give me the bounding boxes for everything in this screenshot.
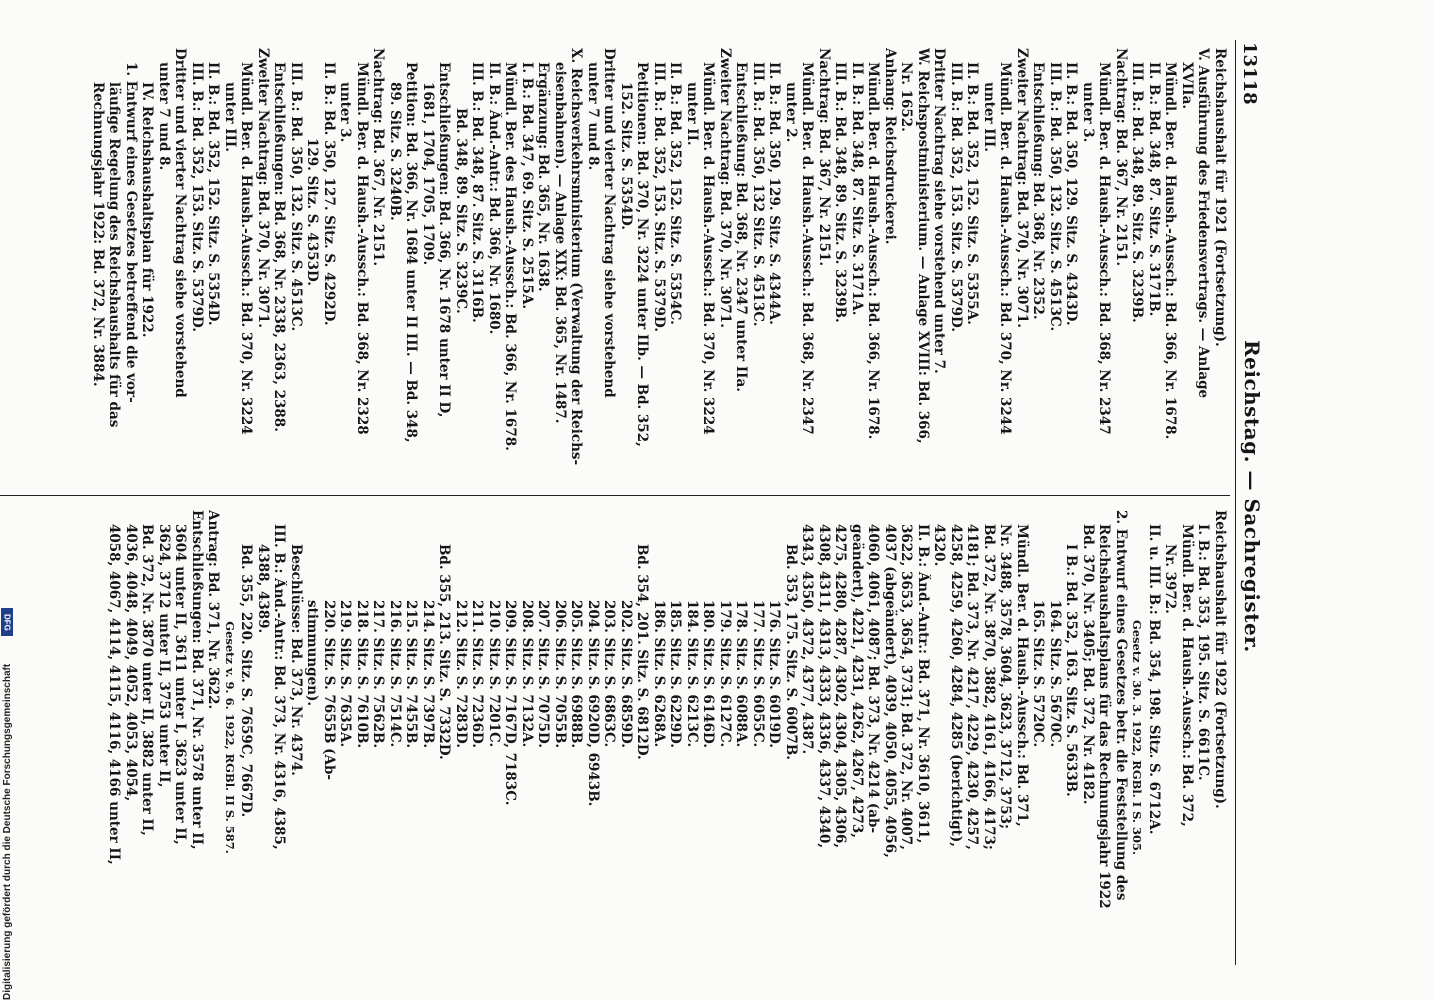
index-entry-line: unter 3. [1080,82,1096,143]
index-entry-line: 1681, 1704, 1705, 1709. [420,82,436,266]
index-entry-line: 208. Sitz. S. 7132A. [519,600,535,748]
digitization-credit [0,610,14,1000]
index-entry-line: eisenbahnen). — Anlage XIX: Bd. 365, Nr. 1487. [552,62,568,424]
index-entry-line: 165. Sitz. S. 5720C. [1030,600,1047,748]
index-entry-line: 202. Sitz. S. 6859D. [618,600,634,748]
index-entry-line: 209. Sitz. S. 7167D, 7183C. [502,600,519,806]
index-entry-line: Rechnungsjahr 1922: Bd. 372, Nr. 3884. [90,82,106,387]
index-entry-line: XVIIa. [1179,62,1195,110]
index-entry-line: II. u. III. B.: Bd. 354, 198. Sitz. S. 6712A. [1146,524,1162,835]
index-entry-line: Bd. 355, 220. Sitz. S. 7659C, 7667D. [238,544,255,818]
index-entry-line: Dritter Nachtrag siehe vorstehend unter 7. [931,48,948,374]
index-entry-line: 185. Sitz. S. 6229D. [667,600,684,748]
index-entry-line: Anhang: Reichsdruckerei. [882,48,898,245]
index-entry-line: 203. Sitz. S. 6863C. [601,600,618,748]
index-entry-line: Entschließungen: Bd. 366, Nr. 1678 unter II D, [436,62,453,418]
index-entry-line: II. B.: Bd. 350, 127. Sitz. S. 4292D. [321,62,337,326]
index-entry-line: I B.: Bd. 352, 163. Sitz. S. 5633B. [1063,544,1080,797]
index-entry-line: 186. Sitz. S. 6268A. [651,600,667,748]
index-entry-line: II. B.: Bd. 352, 152. Sitz. S. 5355A. [964,62,981,325]
index-entry-line: Mündl. Ber. d. Haush.-Aussch.: Bd. 368, Nr. 2347 [1096,62,1113,435]
index-entry-line: 4060, 4061, 4087; Bd. 373, Nr. 4214 (ab- [865,524,882,834]
index-entry-line: Reichshaushaltsplans für das Rechnungsjahr 1922 [1096,524,1113,909]
index-entry-line: 3622, 3653, 3654, 3731; Bd. 372, Nr. 4007, [898,524,915,850]
running-title: Reichstag. — Sachregister. [1240,340,1264,653]
index-entry-line: II. B.: Bd. 350, 129. Sitz. S. 4343D. [1063,62,1080,326]
index-entry-line: Mündl. Ber. d. Haush.-Aussch.: Bd. 371, [1014,524,1030,827]
index-entry-line: 4036, 4048, 4049, 4052, 4053, 4054, [123,524,139,802]
index-entry-line: 89. Sitz. S. 3240B. [387,82,403,221]
index-entry-line: 218. Sitz. S. 7610B. [354,600,370,749]
index-entry-line: III. B.: Bd. 348, 89. Sitz. S. 3239B. [832,62,849,323]
index-entry-line: III. B.: Bd. 350, 132 Sitz. S. 4513C. [750,62,766,327]
index-entry-line: 215. Sitz. S. 7455B. [403,600,420,749]
left-column [90,48,1229,488]
index-entry-line: unter II. [684,82,700,146]
index-entry-line: Nr. 1652. [898,62,915,132]
dfg-logo: DFG [1,608,13,636]
index-entry-line: 129. Sitz. S. 4353D. [304,138,321,286]
index-entry-line: 4320. [931,524,948,567]
index-entry-line: 4308, 4311, 4313, 4333, 4336, 4337, 4340, [816,524,832,849]
index-entry-line: Nachtrag: Bd. 367, Nr. 2151. [1113,48,1129,267]
index-entry-line: III. B.: Bd. 352, 153. Sitz. S. 5379D. [948,62,964,332]
index-entry-line: X. Reichsverkehrsministerium (Verwaltung der Reichs- [568,48,585,466]
index-entry-line: Zweiter Nachtrag: Bd. 370, Nr. 3071. [255,48,271,328]
index-entry-line: 4275, 4280, 4287, 4302, 4304, 4305, 4306, [832,524,849,849]
index-entry-line: unter III. [222,82,238,152]
index-entry-line: Zweiter Nachtrag: Bd. 370, Nr. 3071. [1014,48,1030,328]
index-entry-line: Bd. 372, Nr. 3870, 3882, 4161, 4166, 4173; [981,524,997,850]
index-entry-line: 214. Sitz. S. 7397B. [420,600,436,749]
index-entry-line: 4388, 4389. [255,544,271,634]
index-entry-line: Bd. 354, 201. Sitz. S. 6812D. [634,544,651,760]
index-entry-line: 206. Sitz. S. 7055B. [552,600,568,749]
column-divider [0,495,1230,496]
index-entry-line: unter 3. [337,82,354,143]
index-entry-line: III. B.: Bd. 348, 87. Sitz. S. 3116B. [469,62,486,323]
index-entry-line: Bd. 348, 89. Sitz. S. 3239C. [453,108,469,314]
index-entry-line: II. B.: Änd.-Antr.: Bd. 366, Nr. 1680. [486,62,502,335]
index-entry-line: IV. Reichshaushaltsplan für 1922. [139,82,156,338]
index-entry-line: 4343, 4350, 4372, 4377, 4387. [799,524,816,755]
index-entry-line: 207. Sitz. S. 7075D. [535,600,552,748]
index-entry-line: 4258, 4259, 4260, 4284, 4285 (berichtigt), [948,524,964,847]
index-entry-line: 216. Sitz. S. 7514C. [387,600,403,748]
index-entry-line: W. Reichspostministerium. — Anlage XVIII: Bd. 366, [915,48,931,444]
index-entry-line: Bd. 353, 175. Sitz. S. 6007B. [783,544,799,760]
index-entry-line: Mündl. Ber. d. Haush.-Aussch.: Bd. 370, Nr. 3224 [700,62,717,435]
index-entry-line: Bd. 355, 213. Sitz. S. 7332D. [436,544,453,760]
index-entry-line: Nachtrag: Bd. 367, Nr. 2151. [370,48,387,267]
index-entry-line: Mündl. Ber. d. Haush.-Aussch.: Bd. 366, Nr. 1678. [865,62,882,440]
index-entry-line: 205. Sitz. S. 6988B. [568,600,585,749]
index-entry-line: Nr. 3972. [1162,544,1179,614]
index-entry-line: Entschließung: Bd. 368, Nr. 2347 unter IIa. [733,62,750,392]
index-entry-line: Entschließungen: Bd. 371, Nr. 3578 unter II, [189,510,205,850]
index-entry-line: Mündl. Ber. d. Haush.-Aussch.: Bd. 368, Nr. 2328 [354,62,370,435]
index-entry-line: 4037 (abgeändert), 4039, 4050, 4055, 4056, [882,524,898,858]
index-entry-line: II. B.: Bd. 352, 152. Sitz. S. 5354D. [205,62,222,326]
index-entry-line: 212. Sitz. S. 7283D. [453,600,469,748]
index-entry-line: 178. Sitz. S. 6088A. [733,600,750,748]
index-entry-line: unter 2. [783,82,799,143]
index-entry-line: 3604 unter II, 3611 unter I, 3623 unter II, [172,524,189,845]
index-entry-line: Dritter und vierter Nachtrag siehe vorstehend [601,48,618,398]
index-entry-line: II. B.: Bd. 348, 87. Sitz. S. 3171A. [849,62,865,316]
index-entry-line: 152. Sitz. S. 5354D. [618,82,634,230]
index-entry-line: Mündl. Ber. d. Haush.-Aussch.: Bd. 370, Nr. 3224 [238,62,255,435]
index-entry-line: II. B.: Bd. 348, 87. Sitz. S. 3171B. [1146,62,1162,317]
index-entry-line: 179. Sitz. S. 6127C. [717,600,733,748]
index-entry-line: III. B.: Bd. 348, 89. Sitz. S. 3239B. [1129,62,1146,323]
index-entry-line: Gesetz v. 30. 3. 1922, RGBl. I S. 305. [1130,619,1145,856]
credit-text: Digitalisierung gefördert durch die Deutsche Forschungsgemeinschaft [2,663,13,1000]
index-entry-line: Petitionen: Bd. 370, Nr. 3224 unter IIb. — Bd. 352, [634,62,651,447]
index-entry-line: Reichshaushalt für 1921 (Fortsetzung). [1212,48,1228,347]
index-entry-line: V. Ausführung des Friedensvertrags. — Anlage [1195,48,1212,399]
index-entry-line: Nr. 3488, 3578, 3604, 3623, 3712, 3753; [997,524,1014,830]
index-entry-line: unter 7 und 8. [585,62,601,171]
index-entry-line: Mündl. Ber. d. Haush.-Aussch.: Bd. 370, Nr. 3244 [997,62,1014,435]
index-entry-line: Entschließung: Bd. 368, Nr. 2352. [1030,62,1047,320]
index-entry-line: I. B.: Bd. 347, 69. Sitz. S. 2515A. [519,62,535,310]
index-entry-line: 184. Sitz. S. 6213C. [684,600,700,748]
index-entry-line: III. B.: Bd. 350, 132. Sitz. S. 4513C. [288,62,304,332]
index-entry-line: Bd. 370, Nr. 3405; Bd. 372, Nr. 4182. [1080,524,1096,805]
index-entry-line: Petition: Bd. 366, Nr. 1684 unter II III. — Bd. 348, [403,62,420,443]
index-entry-line: Mündl. Ber. d. Haush.-Aussch.: Bd. 366, Nr. 1678. [1162,62,1179,440]
index-entry-line: Entschließungen: Bd. 368, Nr. 2338, 2363, 2388. [271,62,288,432]
index-entry-line: III. B.: Bd. 352, 153. Sitz. S. 5379D. [189,62,205,332]
index-entry-line: Antrag: Bd. 371, Nr. 3622. [205,510,222,710]
index-entry-line: 1. Entwurf eines Gesetzes betreffend die vor- [123,62,139,403]
index-entry-line: 176. Sitz. S. 6019D. [766,600,783,748]
right-column [106,510,1228,965]
index-entry-line: 210. Sitz. S. 7201C. [486,600,502,748]
header-rule [1235,40,1236,965]
index-entry-line: 164. Sitz. S. 5670C. [1047,600,1063,748]
index-entry-line: Zweiter Nachtrag: Bd. 370, Nr. 3071. [717,48,733,328]
index-entry-line: II. B.: Bd. 352, 152. Sitz. S. 5354C. [667,62,684,325]
index-entry-line: II. B.: Änd.-Antr.: Bd. 371, Nr. 3610, 3611, [915,524,931,844]
index-entry-line: 180. Sitz. S. 6146D. [700,600,717,748]
index-entry-line: Mündl. Ber. d. Haush.-Aussch.: Bd. 368, Nr. 2347 [799,62,816,435]
index-entry-line: 217. Sitz. S. 7562B. [370,600,387,749]
index-entry-line: 3624, 3712 unter II, 3753 unter II, [156,524,172,788]
page-number: 13118 [1239,42,1260,105]
index-entry-line: Dritter und vierter Nachtrag siehe vorstehend [172,48,189,398]
index-entry-line: Reichshaushalt für 1922 (Fortsetzung). [1212,510,1228,809]
index-entry-line: 177. Sitz. S. 6055C. [750,600,766,748]
index-entry-line: geändert), 4221, 4231, 4262, 4267, 4273, [849,524,865,838]
index-entry-line: unter III. [981,82,997,152]
index-entry-line: III. B.: Änd.-Antr.: Bd. 373, Nr. 4316, 4385, [271,524,288,850]
index-entry-line: 2. Entwurf eines Gesetzes betr. die Feststellung des [1113,510,1129,901]
index-entry-line: 4058, 4067, 4114, 4115, 4116, 4166 unter II, [106,524,123,865]
index-entry-line: II. B.: Bd. 350, 129. Sitz. S. 4344A. [766,62,783,325]
index-entry-line: unter 7 und 8. [156,62,172,171]
index-entry-line: 219. Sitz. S. 7635A. [337,600,354,748]
index-entry-line: 4181; Bd. 373, Nr. 4217, 4229, 4230, 4257, [964,524,981,850]
index-entry-line: Beschlüsse: Bd. 373, Nr. 4374. [288,544,304,776]
index-entry-line: 211. Sitz. S. 7236D. [469,600,486,748]
index-entry-line: I. B.: Bd. 353, 195. Sitz. S. 6611C. [1195,524,1212,781]
index-entry-line: III. B.: Bd. 350, 132. Sitz. S. 4513C. [1047,62,1063,332]
index-entry-line: 220. Sitz. S. 7655B (Ab- [321,600,337,781]
index-entry-line: Mündl. Ber. d. Haush.-Aussch.: Bd. 372, [1179,524,1195,827]
index-entry-line: Mündl. Ber. des Haush.-Aussch.: Bd. 366, Nr. 1678. [502,62,519,451]
index-entry-line: 204. Sitz. S. 6920D, 6943B. [585,600,601,807]
index-entry-line: Nachtrag: Bd. 367, Nr. 2151. [816,48,832,267]
index-entry-line: stimmungen). [304,600,321,707]
index-entry-line: Gesetz v. 9. 6. 1922, RGBl. II S. 587. [223,621,237,854]
index-entry-line: III. B.: Bd. 352, 153. Sitz. S. 5379D. [651,62,667,332]
index-entry-line: Bd. 372, Nr. 3870 unter II, 3882 unter II, [139,524,156,836]
index-entry-line: Ergänzung: Bd. 365, Nr. 1638. [535,62,552,292]
index-entry-line: läufige Regelung des Reichshaushalts für das [106,82,123,428]
